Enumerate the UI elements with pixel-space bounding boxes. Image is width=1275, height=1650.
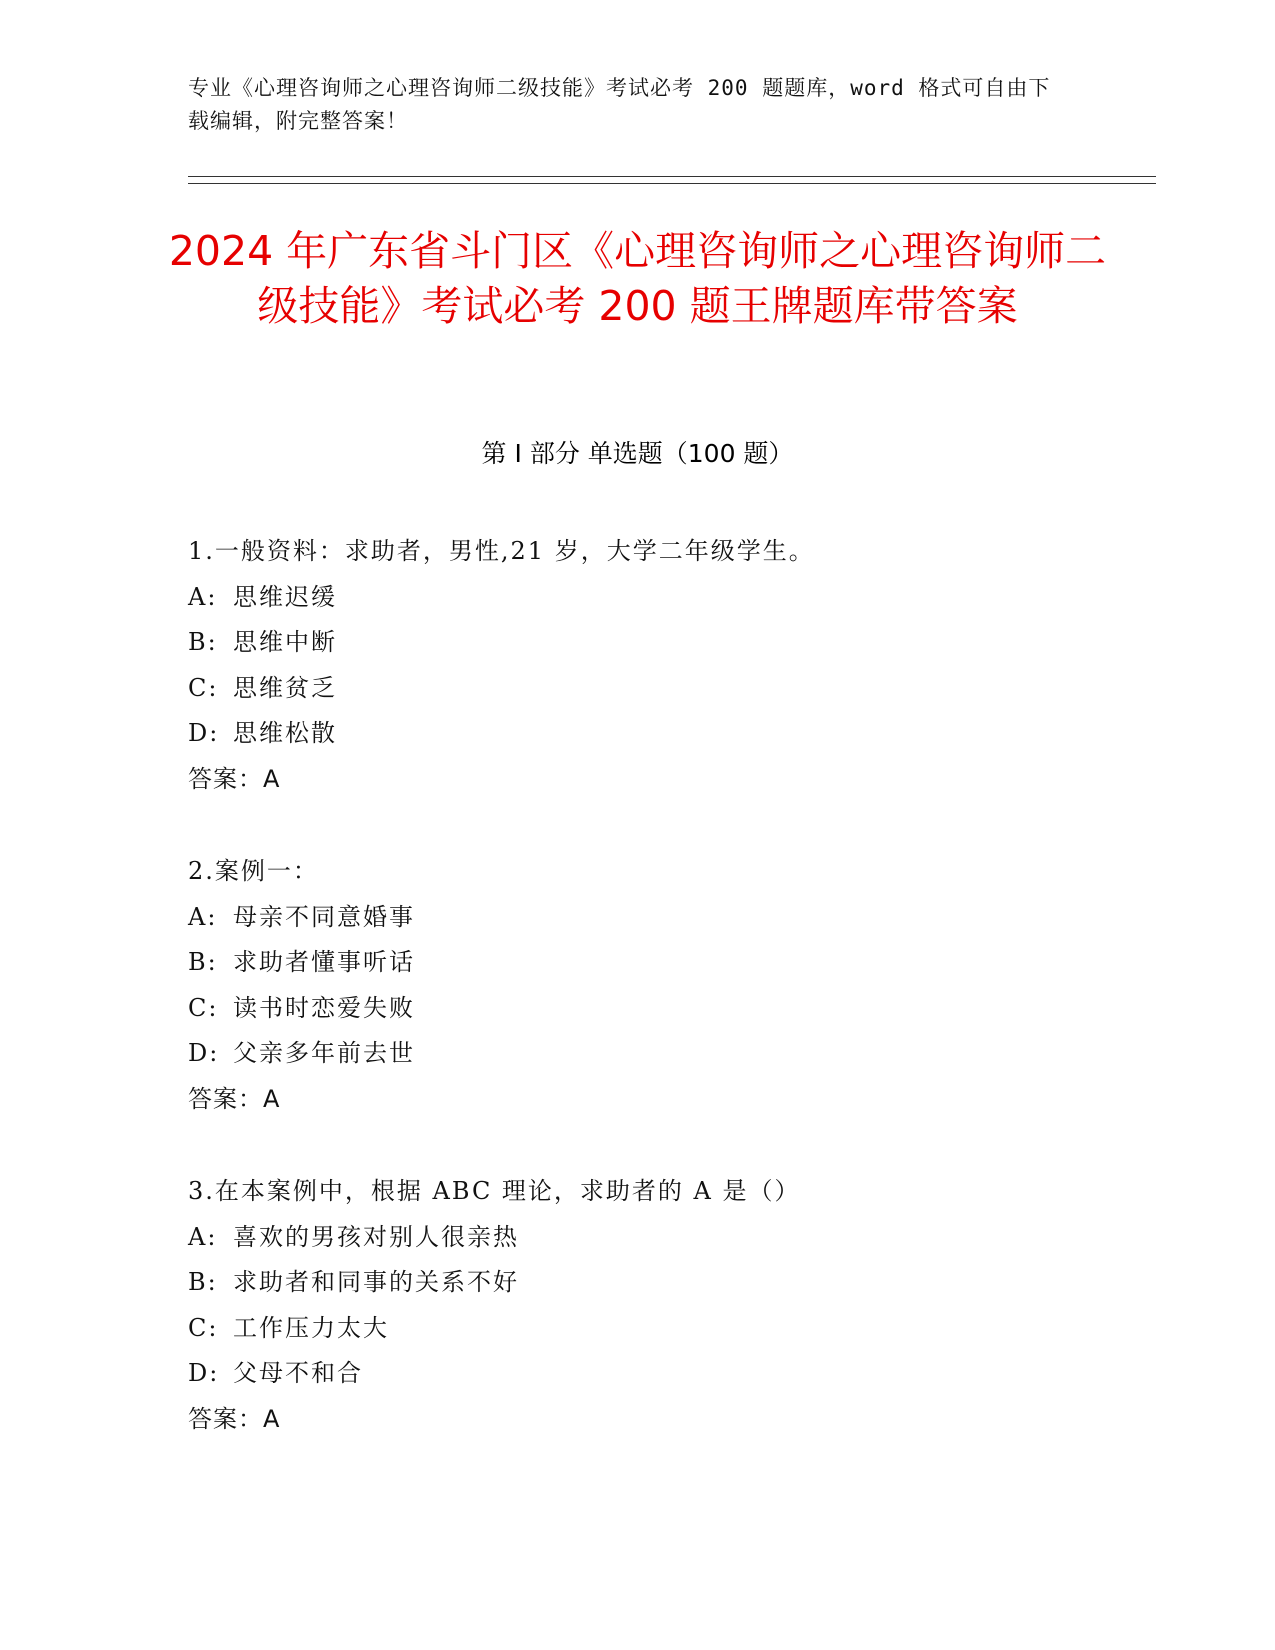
section-title: 第 I 部分 单选题（100 题） <box>481 439 794 468</box>
option-b <box>188 940 1088 986</box>
option-key: C: <box>188 993 219 1022</box>
option-text: 求助者和同事的关系不好 <box>233 1268 519 1296</box>
question-list <box>188 529 1088 1489</box>
question-3 <box>188 1169 1088 1489</box>
answer-line: 答案：A <box>188 764 281 793</box>
option-key: A: <box>188 902 218 931</box>
option-text: 父母不和合 <box>233 1359 363 1387</box>
option-key: C: <box>188 673 219 702</box>
option-text: 思维迟缓 <box>233 582 337 611</box>
option-d <box>188 1351 1088 1397</box>
option-key: D: <box>188 1359 220 1387</box>
document-title: 2024 年广东省斗门区《心理咨询师之心理咨询师二级技能》考试必考 200 题王牌题库带答案 <box>168 227 1107 330</box>
option-c <box>188 986 1088 1032</box>
answer-line: 答案：A <box>188 1084 281 1113</box>
option-a <box>188 895 1088 941</box>
question-2 <box>188 849 1088 1169</box>
header-rule-top <box>188 176 1156 177</box>
question-stem: 3.在本案例中，根据 ABC 理论，求助者的 A 是（） <box>188 1177 801 1205</box>
header-note: 专业《心理咨询师之心理咨询师二级技能》考试必考 200 题题库，word 格式可自由下载编辑，附完整答案！ <box>188 76 1051 133</box>
option-d <box>188 1031 1088 1077</box>
question-stem: 1.一般资料：求助者，男性,21 岁，大学二年级学生。 <box>188 537 815 565</box>
option-key: D: <box>188 719 220 747</box>
option-text: 喜欢的男孩对别人很亲热 <box>233 1222 519 1251</box>
option-text: 父亲多年前去世 <box>233 1039 415 1067</box>
option-b <box>188 620 1088 666</box>
option-text: 思维松散 <box>233 719 337 747</box>
question-stem: 2.案例一： <box>188 857 319 885</box>
option-key: B: <box>188 1268 218 1296</box>
option-text: 思维贫乏 <box>233 673 337 702</box>
option-b <box>188 1260 1088 1306</box>
option-text: 工作压力太大 <box>233 1313 389 1342</box>
option-a <box>188 1215 1088 1261</box>
option-text: 母亲不同意婚事 <box>233 902 415 931</box>
option-text: 读书时恋爱失败 <box>233 993 415 1022</box>
option-text: 求助者懂事听话 <box>233 948 415 976</box>
option-a <box>188 575 1088 621</box>
header-rule-bottom <box>188 183 1156 184</box>
option-d <box>188 711 1088 757</box>
answer-line: 答案：A <box>188 1404 281 1433</box>
option-key: C: <box>188 1313 219 1342</box>
option-c <box>188 1306 1088 1352</box>
option-key: A: <box>188 1222 218 1251</box>
option-key: B: <box>188 628 218 656</box>
option-key: B: <box>188 948 218 976</box>
question-1 <box>188 529 1088 849</box>
option-key: A: <box>188 582 218 611</box>
option-text: 思维中断 <box>233 628 337 656</box>
option-c <box>188 666 1088 712</box>
option-key: D: <box>188 1039 220 1067</box>
